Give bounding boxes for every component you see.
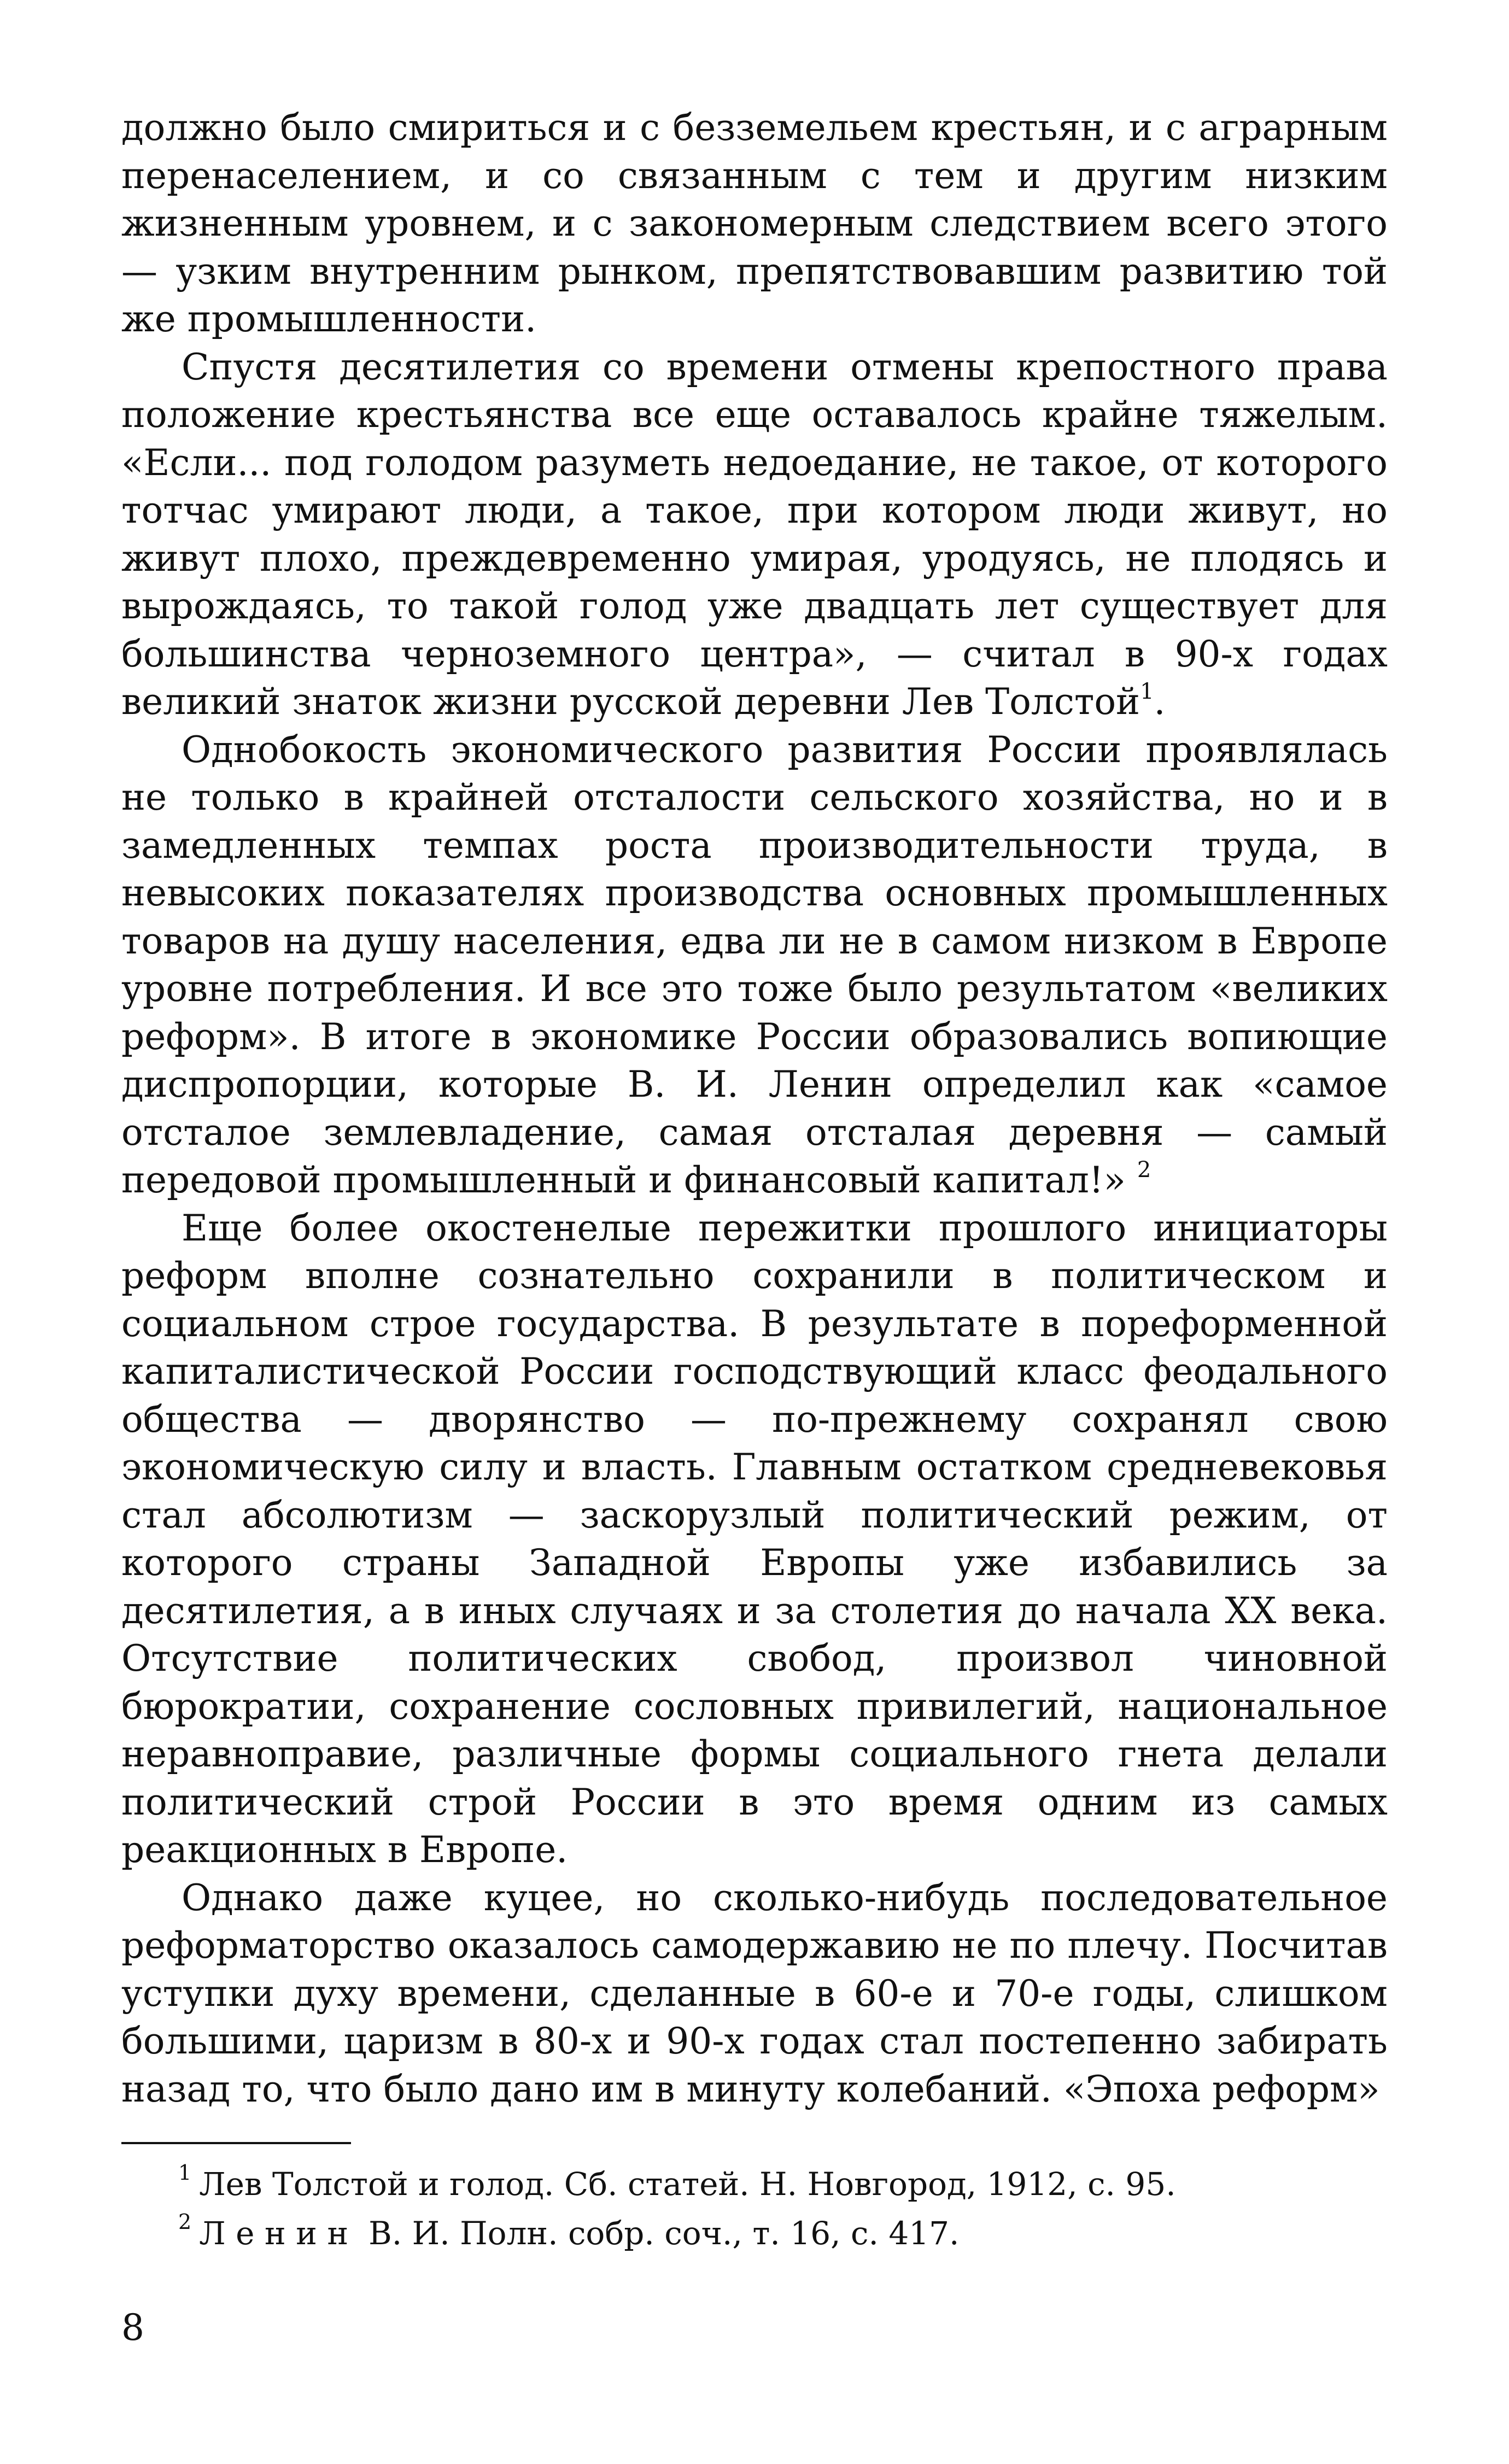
footnote-1 [178, 2159, 1388, 2209]
footnote-2 [178, 2209, 1388, 2258]
footnote-ref-1[interactable]: 1 [1140, 679, 1154, 704]
footnote-author-spaced: Ленин [199, 2215, 359, 2252]
paragraph-4: Еще более окостенелые пережитки прошлого инициаторы реформ вполне сознательно сохранили в политическом и социальном строе государства. В результате в пореформенной капиталистической России господствующий класс феодального общества — дворянство — по-прежнему сохранял свою экономическую силу и власть. Главным остатком средневековья стал абсолютизм — заскорузлый политический режим, от которого страны Западной Европы уже избавились за десятилетия, а в иных случаях и за столетия до начала XX века. Отсутствие политических свобод, произвол чиновной бюрократии, сохранение сословных привилегий, национальное неравноправие, различные формы социального гнета делали политический строй России в это время одним из самых реакционных в Европе. [121, 1207, 1388, 1871]
footnote-text: Лев Толстой и голод. Сб. статей. Н. Новгород, 1912, с. 95. [199, 2165, 1176, 2203]
footnote-number: 1 [178, 2160, 192, 2185]
footnote-separator [121, 2142, 351, 2144]
paragraph-3: Однобокость экономического развития России проявлялась не только в крайней отсталости сельского хозяйства, но и в замедленных темпах роста производительности труда, в невысоких показателях производства основных промышленных товаров на душу населения, едва ли не в самом низком в Европе уровне потребления. И все это тоже было результатом «великих реформ». В итоге в экономике России образовались вопиющие диспропорции, которые В. И. Ленин определил как «самое отсталое землевладение, самая отсталая деревня — самый передовой промышленный и финансовый капитал!» $^2$ [121, 728, 1388, 1201]
footnote-text: В. И. Полн. собр. соч., т. 16, с. 417. [369, 2215, 960, 2252]
footnote-number: 2 [178, 2209, 192, 2234]
page-body [121, 104, 1388, 2113]
paragraph-2: Спустя десятилетия со времени отмены крепостного права положение крестьянства все еще оставалось крайне тяжелым. «Если... под голодом разуметь недоедание, не такое, от которого тотчас умирают люди, а такое, при котором люди живут, но живут плохо, преждевременно умирая, уродуясь, не плодясь и вырождаясь, то такой голод уже двадцать лет существует для большинства черноземного центра», — считал в 90-х годах великий знаток жизни русской деревни Лев Толстой$^1$. [121, 346, 1388, 723]
footnote-ref-2[interactable]: 2 [1137, 1157, 1151, 1183]
footnotes [178, 2159, 1388, 2258]
page-number: 8 [121, 2307, 144, 2349]
paragraph-5: Однако даже куцее, но сколько-нибудь последовательное реформаторство оказалось самодержавию не по плечу. Посчитав уступки духу времени, сделанные в 60-е и 70-е годы, слишком большими, царизм в 80-х и 90-х годах стал постепенно забирать назад то, что было дано им в минуту колебаний. «Эпоха реформ» [121, 1876, 1388, 2110]
paragraph-1: должно было смириться и с безземельем крестьян, и с аграрным перенаселением, и со связанным с тем и другим низким жизненным уровнем, и с закономерным следствием всего этого — узким внутренним рынком, препятствовавшим развитию той же промышленности. [121, 107, 1388, 340]
